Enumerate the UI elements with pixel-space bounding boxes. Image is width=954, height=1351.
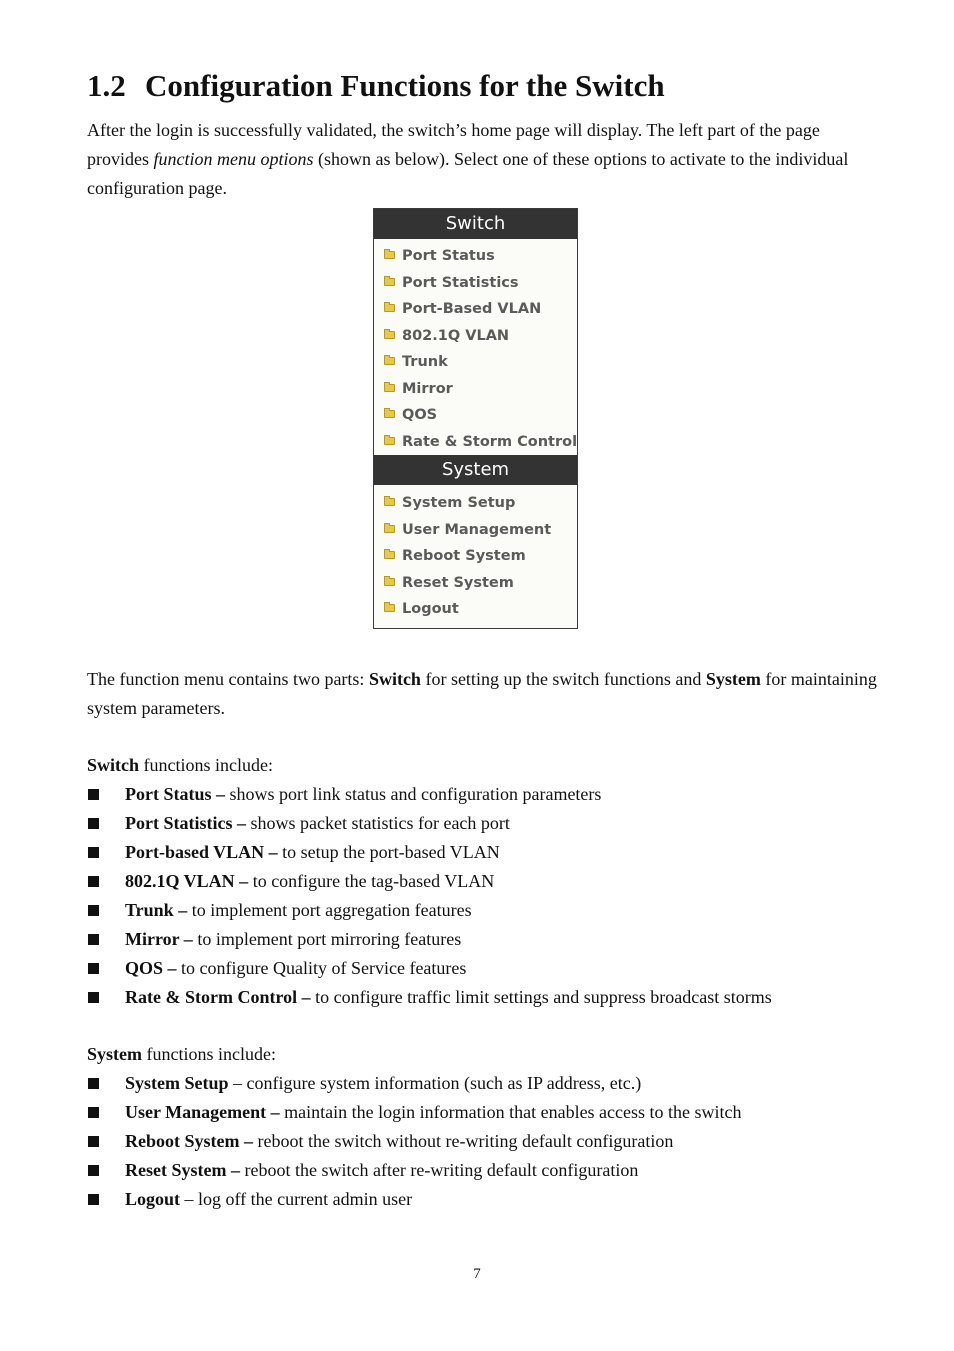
bullet-item	[87, 780, 772, 809]
intro-text-end: (shown as below). Select one of these options to activate to the individual configuration page.	[87, 149, 849, 198]
system-menu-item[interactable]	[374, 570, 577, 597]
menu-item-label: Port Statistics	[402, 274, 519, 291]
menu-item-label: Reboot System	[402, 548, 526, 564]
bullet-description: to implement port aggregation features	[187, 900, 472, 920]
intro-emphasis: function menu options	[153, 149, 314, 169]
system-menu-item[interactable]	[374, 596, 577, 623]
system-menu-item[interactable]	[374, 543, 577, 570]
switch-menu-item[interactable]	[374, 376, 577, 403]
intro-text: After the login is successfully validated, the switch’s home page will display. The left part of the page provides	[87, 120, 820, 169]
bullet-description: – log off the current admin user	[180, 1189, 413, 1209]
parts-bold-system: System	[705, 669, 761, 689]
bullet-item	[87, 1185, 742, 1214]
bullet-description: to implement port mirroring features	[192, 929, 462, 949]
square-bullet-icon	[88, 1165, 99, 1176]
bullet-item	[87, 1156, 742, 1185]
square-bullet-icon	[88, 1107, 99, 1118]
bullet-item	[87, 983, 772, 1012]
page-number: 7	[473, 1266, 481, 1282]
bullet-item	[87, 867, 772, 896]
square-bullet-icon	[88, 992, 99, 1003]
bullet-description: to setup the port-based VLAN	[277, 842, 500, 862]
system-functions-intro	[87, 1040, 877, 1069]
menu-item-label: 802.1Q VLAN	[402, 327, 510, 344]
switch-menu-item[interactable]	[374, 243, 577, 270]
folder-icon	[384, 384, 395, 392]
menu-item-label: User Management	[402, 521, 552, 538]
switch-function-list	[87, 780, 772, 1012]
square-bullet-icon	[88, 847, 99, 858]
menu-item-label: System Setup	[402, 495, 516, 511]
switch-menu-item[interactable]	[374, 402, 577, 429]
system-intro-text: functions include:	[142, 1044, 276, 1064]
bullet-description: to configure traffic limit settings and suppress broadcast storms	[310, 987, 772, 1007]
bullet-item	[87, 1069, 742, 1098]
bullet-term: Reboot System –	[125, 1131, 253, 1151]
section-number: 1.2	[87, 68, 126, 103]
folder-icon	[384, 437, 395, 445]
bullet-item	[87, 896, 772, 925]
bullet-item	[87, 1127, 742, 1156]
parts-text: for setting up the switch functions and	[420, 669, 706, 689]
bullet-term: Port Statistics –	[125, 813, 246, 833]
menu-item-label: Rate & Storm Control	[402, 433, 578, 450]
folder-icon	[384, 498, 395, 506]
section-heading	[87, 68, 665, 104]
square-bullet-icon	[88, 905, 99, 916]
bullet-term: Port-based VLAN –	[125, 842, 278, 862]
system-menu-list	[374, 485, 577, 623]
system-function-list	[87, 1069, 742, 1214]
system-menu-item[interactable]	[374, 517, 577, 544]
switch-menu-list	[374, 239, 577, 455]
bullet-term: Trunk –	[125, 900, 188, 920]
menu-header-switch: Switch	[374, 209, 577, 239]
square-bullet-icon	[88, 934, 99, 945]
bullet-term: Mirror –	[125, 929, 193, 949]
folder-icon	[384, 525, 395, 533]
parts-text: The function menu contains two parts:	[87, 669, 369, 689]
bullet-term: 802.1Q VLAN –	[125, 871, 249, 891]
intro-paragraph	[87, 116, 877, 203]
square-bullet-icon	[88, 1078, 99, 1089]
parts-text: for maintaining system parameters.	[87, 669, 877, 718]
menu-item-label: QOS	[402, 407, 438, 423]
bullet-term: User Management –	[125, 1102, 280, 1122]
folder-icon	[384, 604, 395, 612]
bullet-item	[87, 809, 772, 838]
menu-item-label: Port Status	[402, 248, 495, 264]
section-title: Configuration Functions for the Switch	[145, 68, 665, 103]
bullet-item	[87, 954, 772, 983]
menu-item-label: Trunk	[402, 354, 448, 370]
folder-icon	[384, 578, 395, 586]
square-bullet-icon	[88, 876, 99, 887]
bullet-description: to configure Quality of Service features	[176, 958, 467, 978]
folder-icon	[384, 551, 395, 559]
switch-intro-text: functions include:	[139, 755, 273, 775]
bullet-description: shows packet statistics for each port	[245, 813, 510, 833]
bullet-description: reboot the switch after re-writing default configuration	[239, 1160, 639, 1180]
bullet-description: maintain the login information that enables access to the switch	[279, 1102, 742, 1122]
folder-icon	[384, 357, 395, 365]
square-bullet-icon	[88, 1194, 99, 1205]
switch-menu-item[interactable]	[374, 323, 577, 350]
switch-functions-intro	[87, 751, 877, 780]
folder-icon	[384, 251, 395, 259]
switch-intro-bold: Switch	[87, 755, 140, 775]
folder-icon	[384, 278, 395, 286]
function-menu	[373, 208, 578, 629]
switch-menu-item[interactable]	[374, 429, 577, 456]
menu-item-label: Reset System	[402, 574, 514, 591]
folder-icon	[384, 304, 395, 312]
square-bullet-icon	[88, 818, 99, 829]
menu-item-label: Port-Based VLAN	[402, 301, 542, 317]
switch-menu-item[interactable]	[374, 270, 577, 297]
folder-icon	[384, 331, 395, 339]
system-menu-item[interactable]	[374, 490, 577, 517]
bullet-item	[87, 925, 772, 954]
bullet-term: QOS –	[125, 958, 177, 978]
square-bullet-icon	[88, 963, 99, 974]
bullet-term: Rate & Storm Control –	[125, 987, 311, 1007]
parts-paragraph	[87, 665, 877, 723]
bullet-term: Reset System –	[125, 1160, 240, 1180]
bullet-item	[87, 1098, 742, 1127]
system-intro-bold: System	[87, 1044, 142, 1064]
switch-menu-item[interactable]	[374, 296, 577, 323]
switch-menu-item[interactable]	[374, 349, 577, 376]
bullet-description: to configure the tag-based VLAN	[248, 871, 495, 891]
bullet-description: reboot the switch without re-writing default configuration	[253, 1131, 674, 1151]
square-bullet-icon	[88, 789, 99, 800]
bullet-term: Logout	[125, 1189, 181, 1209]
parts-bold-switch: Switch	[368, 669, 421, 689]
bullet-description: shows port link status and configuration parameters	[225, 784, 602, 804]
bullet-item	[87, 838, 772, 867]
bullet-term: System Setup	[125, 1073, 229, 1093]
bullet-description: – configure system information (such as IP address, etc.)	[228, 1073, 642, 1093]
square-bullet-icon	[88, 1136, 99, 1147]
menu-header-system: System	[374, 455, 577, 485]
bullet-term: Port Status –	[125, 784, 225, 804]
menu-item-label: Logout	[402, 601, 459, 617]
folder-icon	[384, 410, 395, 418]
menu-item-label: Mirror	[402, 380, 453, 397]
